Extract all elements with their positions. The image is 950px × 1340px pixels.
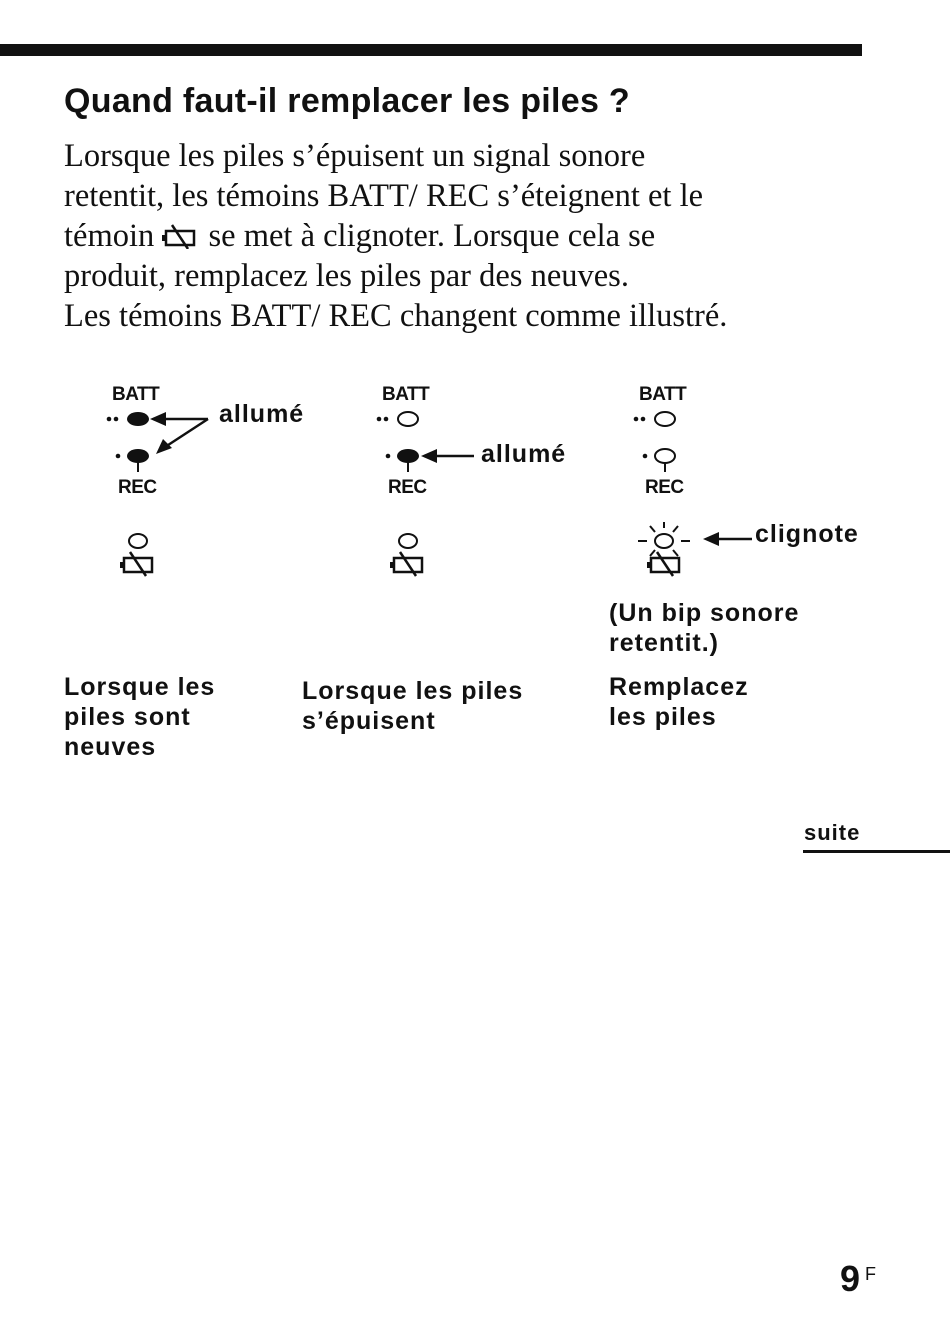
- body-line-5: Les témoins BATT/ REC changent comme illustré.: [64, 298, 728, 334]
- state-3-note-line-2: retentit.): [609, 629, 719, 657]
- battery-indicator-icon: [390, 552, 422, 576]
- top-rule: [0, 44, 862, 56]
- body-text: [64, 136, 864, 336]
- state-1-caption: [64, 672, 215, 762]
- state-3-note: [609, 598, 799, 658]
- state-1-caption-line-3: neuves: [64, 733, 157, 761]
- rec-led-on-icon: [397, 449, 419, 463]
- rec-led-off-icon: [655, 449, 675, 463]
- batt-led-off-icon: [655, 412, 675, 426]
- body-line-3b: se met à clignoter. Lorsque cela se: [208, 218, 656, 254]
- blinking-led-icon: [638, 522, 690, 556]
- body-line-3a: témoin: [64, 218, 155, 254]
- body-line-4: produit, remplacez les piles par des neuves.: [64, 258, 629, 294]
- state-3-batt-label: BATT: [639, 384, 687, 405]
- state-2-caption: [302, 676, 523, 736]
- state-2-caption-line-2: s’épuisent: [302, 707, 436, 735]
- state-3-rec-label: REC: [645, 477, 684, 498]
- state-3-note-line-1: (Un bip sonore: [609, 599, 800, 627]
- state-3-caption-line-2: les piles: [609, 703, 717, 731]
- state-2-callout: allumé: [481, 440, 567, 468]
- rec-led-on-icon: [127, 449, 149, 463]
- batt-led-on-icon: [127, 412, 149, 426]
- state-2-batt-label: BATT: [382, 384, 430, 405]
- body-line-2: retentit, les témoins BATT/ REC s’éteignent et le: [64, 178, 704, 214]
- body-line-3: [64, 216, 864, 256]
- page-suffix: F: [865, 1264, 876, 1284]
- page-title: Quand faut-il remplacer les piles ?: [64, 82, 630, 120]
- state-1-batt-label: BATT: [112, 384, 160, 405]
- state-2-rec-label: REC: [388, 477, 427, 498]
- page-number: 9: [840, 1258, 861, 1299]
- state-3-caption-line-1: Remplacez: [609, 673, 749, 701]
- continued-rule: [803, 850, 950, 853]
- state-1-caption-line-1: Lorsque les: [64, 673, 216, 701]
- state-1-rec-label: REC: [118, 477, 157, 498]
- body-line-1: Lorsque les piles s’épuisent un signal sonore: [64, 138, 646, 174]
- battery-indicator-icon: [120, 552, 152, 576]
- state-3-callout: clignote: [755, 520, 859, 548]
- continued-label: suite: [804, 820, 861, 845]
- battery-indicator-icon: [647, 552, 679, 576]
- batt-led-off-icon: [398, 412, 418, 426]
- state-3-caption: [609, 672, 749, 732]
- state-1-callout: allumé: [219, 400, 305, 428]
- state-2-caption-line-1: Lorsque les piles: [302, 677, 524, 705]
- battery-warning-icon: [162, 223, 200, 249]
- state-1-caption-line-2: piles sont: [64, 703, 191, 731]
